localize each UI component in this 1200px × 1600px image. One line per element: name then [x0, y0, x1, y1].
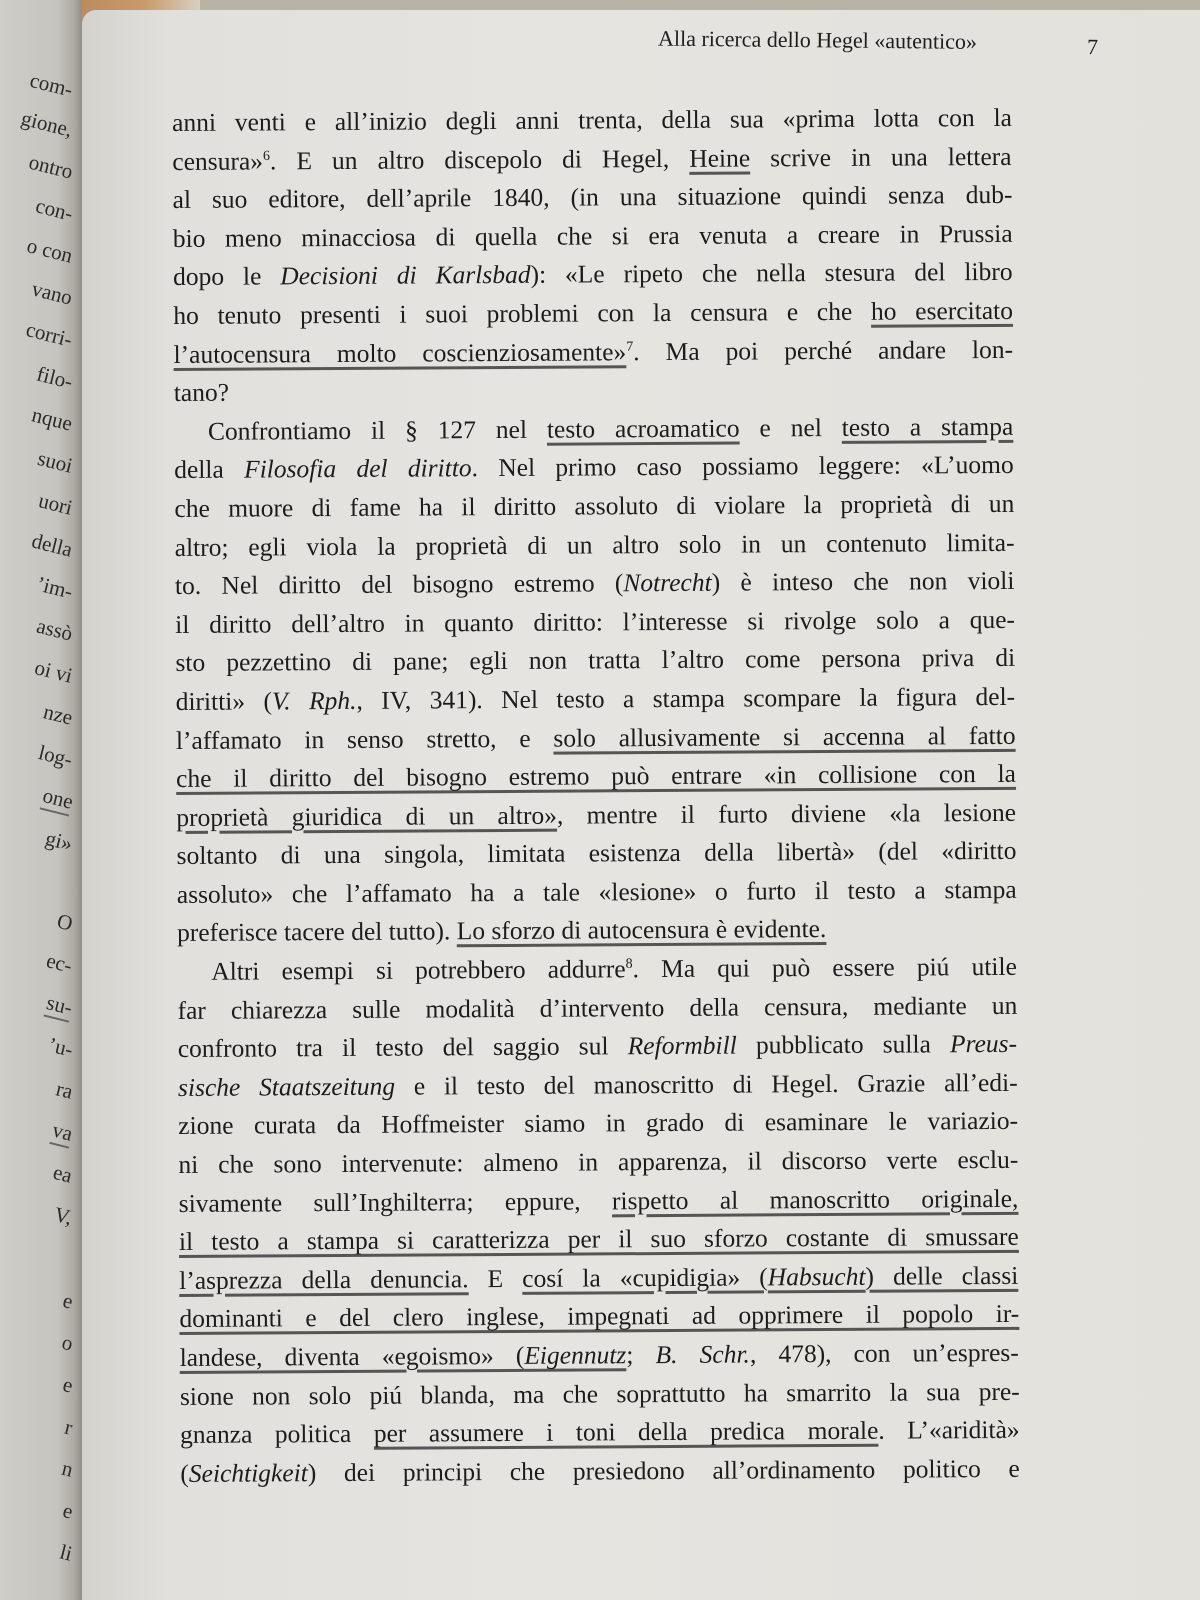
text-segment: . L’«aridità» [878, 1415, 1020, 1445]
left-page-fragment: uori [36, 488, 76, 520]
footnote-ref: 7 [626, 339, 634, 355]
text-line [179, 1257, 1019, 1301]
underlined-text: ) delle classi [865, 1260, 1019, 1291]
text-line [173, 253, 1013, 297]
text-line [175, 601, 1015, 645]
text-segment: bio meno minacciosa di quella che si era venuta a creare in Prussia [172, 218, 1013, 253]
text-segment: al suo editore, dell’aprile 1840, (in una situazione quindi senza dub- [172, 180, 1013, 215]
text-segment: B. Schr. [655, 1339, 750, 1370]
left-page-fragment: ontro [26, 149, 76, 184]
text-line [172, 176, 1012, 220]
left-page-fragment: e [60, 1498, 76, 1524]
underlined-text: Habsucht [767, 1261, 866, 1292]
left-page-fragment: n [59, 1455, 76, 1482]
text-segment: E [468, 1263, 523, 1294]
text-segment: , 478), con un’espres- [749, 1337, 1019, 1369]
text-segment: ni che sono intervenute: almeno in apparenza, il discorso verte esclu- [178, 1144, 1019, 1180]
left-page-fragment: e [60, 1288, 76, 1314]
text-line [174, 369, 1014, 413]
text-line [174, 485, 1014, 529]
underlined-text: testo a stampa [841, 411, 1014, 442]
text-line [178, 1141, 1018, 1185]
left-page-fragment: com- [27, 67, 76, 102]
body-text [172, 99, 1020, 1493]
text-line [177, 948, 1017, 992]
underlined-text: il testo a stampa si caratterizza per il suo sforzo costante di smussare [178, 1222, 1019, 1257]
text-segment: ; [626, 1340, 656, 1370]
text-segment: Notrecht [623, 567, 712, 598]
left-page-fragment: e [60, 1372, 76, 1398]
footnote-ref: 8 [625, 956, 633, 972]
underlined-text: l’asprezza della denuncia. [179, 1264, 469, 1295]
text-line [176, 832, 1016, 876]
text-segment: ( [180, 1458, 189, 1488]
text-segment: zione curata da Hoffmeister siamo in grado di esaminare le variazio- [178, 1106, 1019, 1141]
left-page-fragment: suoi [35, 445, 76, 478]
text-line [178, 1064, 1018, 1108]
underlined-text: ho esercitato [870, 295, 1014, 326]
underlined-text: dominanti e del clero inglese, impegnati ad opprimere il popolo ir- [179, 1299, 1020, 1334]
left-page-fragment: O [54, 908, 76, 936]
text-segment: e il testo del manoscritto di Hegel. Grazie all’edi- [394, 1067, 1018, 1101]
text-line [179, 1218, 1019, 1262]
text-line [172, 137, 1012, 181]
text-segment: far chiarezza sulle modalità d’intervento della censura, mediante un [177, 990, 1018, 1025]
text-line [177, 871, 1017, 915]
text-segment: Decisioni di Karlsbad [280, 260, 531, 291]
left-page-fragment: con- [32, 193, 76, 226]
text-segment: preferisce tacere del tutto). [176, 916, 457, 948]
text-line [176, 755, 1016, 799]
text-line [180, 1372, 1020, 1416]
text-segment: sto pezzettino di pane; egli non tratta l’altro come persona priva di [175, 643, 1016, 678]
text-segment: diritti» ( [175, 686, 273, 716]
text-line [172, 99, 1012, 143]
text-line [176, 794, 1016, 838]
left-page-fragment: gi» [43, 825, 76, 856]
text-segment: sische Staatszeitung [177, 1071, 396, 1102]
text-segment: V. Rph. [271, 685, 357, 716]
underlined-text: proprietà giuridica di un altro» [176, 800, 558, 832]
text-line [180, 1334, 1020, 1378]
page-number: 7 [1086, 34, 1099, 60]
text-segment: Preus- [949, 1029, 1018, 1059]
text-segment: scrive in una lettera [750, 141, 1012, 173]
running-header-title: Alla ricerca dello Hegel «autentico» [657, 25, 978, 54]
left-page-fragment: o [59, 1329, 76, 1356]
text-segment: , mentre il furto diviene «la lesione [556, 797, 1017, 830]
left-page-fragment: log- [36, 740, 76, 772]
left-page-fragment: vano [29, 276, 76, 310]
text-segment: anni venti e all’inizio degli anni trenta, della sua «prima lotta con la [172, 102, 1013, 137]
left-page-fragment: o con [24, 233, 76, 268]
underlined-text: cosí la «cupidigia» ( [522, 1262, 768, 1293]
underlined-text: l’autocensura molto coscienziosamente» [173, 336, 627, 369]
underlined-text: Heine [689, 143, 751, 173]
left-page-fragment: ’im- [34, 571, 76, 604]
text-line [175, 639, 1015, 683]
underlined-text: Lo sforzo di autocensura è evidente. [456, 914, 827, 946]
text-line [173, 215, 1013, 259]
underlined-text: che il diritto del bisogno estremo può entrare «in collisione con la [176, 758, 1017, 794]
left-page-fragment: li [57, 1539, 76, 1566]
left-page-fragment: assò [34, 613, 76, 646]
text-segment: Confrontiamo il § 127 nel [207, 414, 548, 446]
text-line [176, 716, 1016, 760]
text-line [173, 292, 1013, 336]
text-segment: che muore di fame ha il diritto assoluto di violare la proprietà di un [174, 488, 1015, 523]
text-segment: Seichtigkeit [188, 1457, 308, 1488]
text-segment: soltanto di una singola, limitata esistenza della libertà» (del «diritto [176, 836, 1017, 871]
text-segment: dopo le [172, 261, 281, 292]
text-segment: ) dei principi che presiedono all’ordinamento politico e [307, 1453, 1020, 1487]
text-line [177, 909, 1017, 953]
text-segment: sivamente sull’Inghilterra; eppure, [178, 1185, 613, 1218]
left-page-fragment: ec- [44, 948, 76, 978]
left-page-fragment: gione, [18, 105, 76, 142]
text-line [175, 523, 1015, 567]
left-page-fragment: r [62, 1414, 76, 1440]
text-line [176, 678, 1016, 722]
underlined-text: Eigennutz [524, 1340, 627, 1370]
text-segment: il diritto dell’altro in quanto diritto: l’interesse si rivolge solo a que- [175, 604, 1016, 639]
text-segment: ) è inteso che non violi [711, 565, 1015, 597]
underlined-text: rispetto al manoscritto originale, [611, 1183, 1019, 1215]
text-line [174, 408, 1014, 452]
left-page-fragment: oi vi [32, 655, 76, 688]
left-page-fragment: filo- [34, 361, 76, 394]
text-segment: ho tenuto presenti i suoi problemi con la censura e che [173, 296, 872, 330]
text-segment: . E un altro discepolo di Hegel, [269, 143, 690, 175]
text-line [173, 330, 1013, 374]
left-page-fragment: nze [40, 699, 76, 730]
left-page-fragment: ra [53, 1076, 76, 1104]
text-segment: e nel [739, 412, 842, 443]
left-page-fragment: su- [44, 990, 75, 1022]
underlined-text: per assumere i toni della predica morale [373, 1415, 879, 1448]
text-segment: Altri esempi si potrebbero addurre [211, 954, 626, 986]
footnote-ref: 6 [262, 148, 270, 164]
text-segment: l’affamato in senso stretto, e [175, 723, 554, 755]
text-segment: altro; egli viola la proprietà di un altro solo in un contenuto limita- [174, 527, 1015, 562]
text-segment: . Nel primo caso possiamo leggere: «L’uomo [471, 450, 1014, 483]
text-line [175, 562, 1015, 606]
text-line [174, 446, 1014, 490]
text-segment: confronto tra il testo del saggio sul [177, 1031, 628, 1064]
text-line [179, 1179, 1019, 1223]
text-segment: censura» [172, 146, 264, 176]
text-segment: to. Nel diritto del bisogno estremo ( [174, 568, 624, 601]
left-page-fragment: corri- [23, 317, 76, 352]
left-page-fragment: one [39, 783, 75, 817]
text-segment: , IV, 341). Nel testo a stampa scompare la figura del- [356, 681, 1016, 715]
text-line [180, 1411, 1020, 1455]
text-segment: sione non solo piú blanda, ma che soprattutto ha smarrito la sua pre- [179, 1376, 1020, 1411]
text-segment: della [174, 454, 245, 485]
running-header [658, 26, 1118, 71]
underlined-text: testo acroamatico [546, 413, 740, 444]
text-line [179, 1295, 1019, 1339]
left-page-fragment: V, [52, 1202, 76, 1230]
left-page-fragment: ’u- [45, 1032, 76, 1062]
text-line [178, 1025, 1018, 1069]
text-segment: Filosofia del diritto [243, 453, 472, 484]
text-segment: pubblicato sulla [736, 1029, 951, 1060]
underlined-text: landese, diventa «egoismo» ( [179, 1340, 525, 1372]
text-segment: ): «Le ripeto che nella stesura del libro [530, 257, 1013, 290]
underlined-text: solo allusivamente si accenna al fatto [553, 720, 1016, 753]
text-line [178, 1102, 1018, 1146]
left-page-fragment: ea [51, 1159, 76, 1188]
text-segment: tano? [173, 377, 230, 408]
text-line [177, 987, 1017, 1031]
text-segment: gnanza politica [180, 1418, 374, 1450]
text-segment: assoluto» che l’affamato ha a tale «lesione» o furto il testo a stampa [176, 874, 1017, 909]
text-line [180, 1450, 1020, 1494]
left-page-fragment: va [49, 1118, 75, 1149]
left-page-edge [0, 0, 82, 1600]
left-page-fragment: nque [29, 402, 76, 436]
left-page-fragment: della [29, 528, 76, 562]
text-segment: Reformbill [627, 1030, 737, 1061]
text-segment: . Ma qui può essere piú utile [632, 951, 1017, 984]
text-segment: . Ma poi perché andare lon- [633, 334, 1014, 366]
